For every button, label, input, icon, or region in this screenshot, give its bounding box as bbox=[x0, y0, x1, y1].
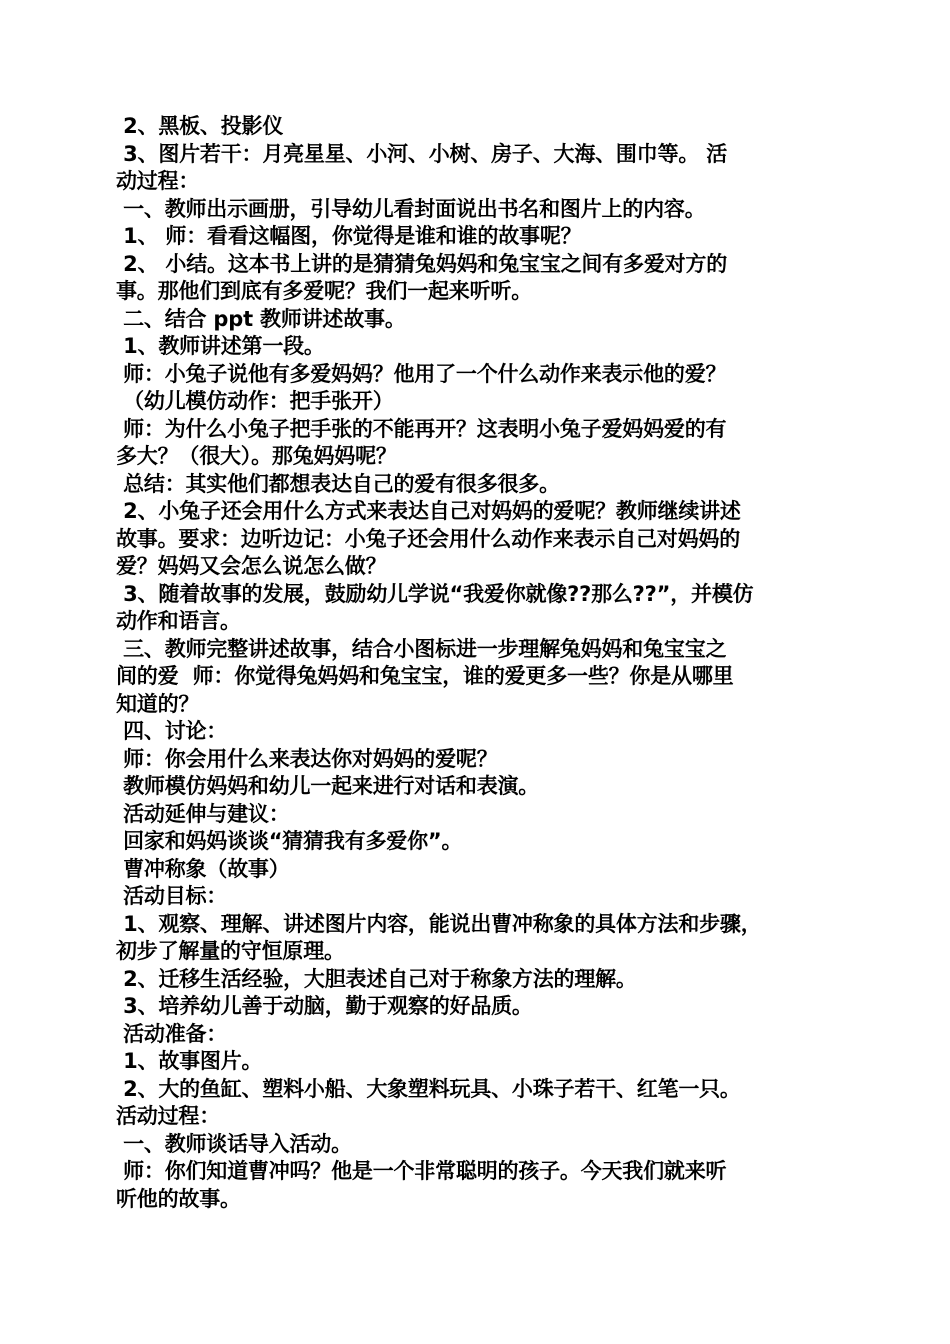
text-line: 1、观察、理解、讲述图片内容，能说出曹冲称象的具体方法和步骤， bbox=[116, 911, 762, 936]
text-line: 一、教师谈话导入活动。 bbox=[116, 1131, 352, 1156]
text-line: 3、随着故事的发展，鼓励幼儿学说“我爱你就像??那么??”，并模仿 bbox=[116, 581, 754, 606]
text-line: 爱？妈妈又会怎么说怎么做？ bbox=[116, 554, 387, 578]
text-line: 师：为什么小兔子把手张的不能再开？这表明小兔子爱妈妈爱的有 bbox=[116, 416, 727, 441]
text-line: （幼儿模仿动作：把手张开） bbox=[116, 389, 394, 413]
text-line: 2、小兔子还会用什么方式来表达自己对妈妈的爱呢？教师继续讲述 bbox=[116, 499, 741, 523]
text-line: 总结：其实他们都想表达自己的爱有很多很多。 bbox=[116, 471, 560, 496]
text-line: 2、大的鱼缸、塑料小船、大象塑料玩具、小珠子若干、红笔一只。 bbox=[116, 1076, 741, 1101]
text-line: 多大？（很大）。那兔妈妈呢？ bbox=[116, 444, 397, 468]
text-line: 三、教师完整讲述故事，结合小图标进一步理解兔妈妈和兔宝宝之 bbox=[116, 636, 727, 661]
text-line: 2、迁移生活经验，大胆表述自己对于称象方法的理解。 bbox=[116, 966, 637, 991]
text-line: 动过程： bbox=[116, 169, 200, 193]
text-line: 师：小兔子说他有多爱妈妈？他用了一个什么动作来表示他的爱？ bbox=[116, 361, 727, 386]
text-line: 听他的故事。 bbox=[116, 1186, 241, 1211]
text-line: 一、教师出示画册，引导幼儿看封面说出书名和图片上的内容。 bbox=[116, 196, 706, 221]
text-line: 师：你们知道曹冲吗？他是一个非常聪明的孩子。今天我们就来听 bbox=[116, 1159, 727, 1183]
text-line: 3、图片若干：月亮星星、小河、小树、房子、大海、围巾等。 活 bbox=[116, 141, 728, 166]
text-line: 1、故事图片。 bbox=[116, 1049, 263, 1073]
text-line: 活动延伸与建议： bbox=[116, 801, 290, 826]
text-line: 知道的？ bbox=[116, 691, 200, 716]
text-line: 动作和语言。 bbox=[116, 609, 241, 633]
text-line: 教师模仿妈妈和幼儿一起来进行对话和表演。 bbox=[116, 774, 540, 798]
text-line: 1、 师：看看这幅图，你觉得是谁和谁的故事呢？ bbox=[116, 224, 582, 248]
text-line: 事。那他们到底有多爱呢？我们一起来听听。 bbox=[116, 279, 532, 303]
text-line: 3、培养幼儿善于动脑，勤于观察的好品质。 bbox=[116, 994, 533, 1018]
text-line: 曹冲称象（故事） bbox=[116, 856, 290, 881]
document-text bbox=[116, 113, 846, 1213]
text-line: 初步了解量的守恒原理。 bbox=[116, 939, 345, 963]
text-line: 二、结合 ppt 教师讲述故事。 bbox=[116, 306, 406, 331]
text-line: 回家和妈妈谈谈“猜猜我有多爱你”。 bbox=[116, 829, 463, 853]
text-line: 2、黑板、投影仪 bbox=[116, 114, 284, 138]
text-line: 1、教师讲述第一段。 bbox=[116, 334, 325, 358]
text-line: 四、讨论： bbox=[116, 719, 228, 743]
text-line: 间的爱 师：你觉得兔妈妈和兔宝宝，谁的爱更多一些？你是从哪里 bbox=[116, 664, 734, 688]
text-line: 活动过程： bbox=[116, 1104, 220, 1128]
text-line: 2、 小结。这本书上讲的是猜猜兔妈妈和兔宝宝之间有多爱对方的 bbox=[116, 251, 728, 276]
text-line: 活动目标： bbox=[116, 884, 228, 908]
text-line: 师：你会用什么来表达你对妈妈的爱呢？ bbox=[116, 746, 498, 771]
text-line: 活动准备： bbox=[116, 1021, 228, 1046]
text-line: 故事。要求：边听边记：小兔子还会用什么动作来表示自己对妈妈的 bbox=[116, 526, 740, 551]
